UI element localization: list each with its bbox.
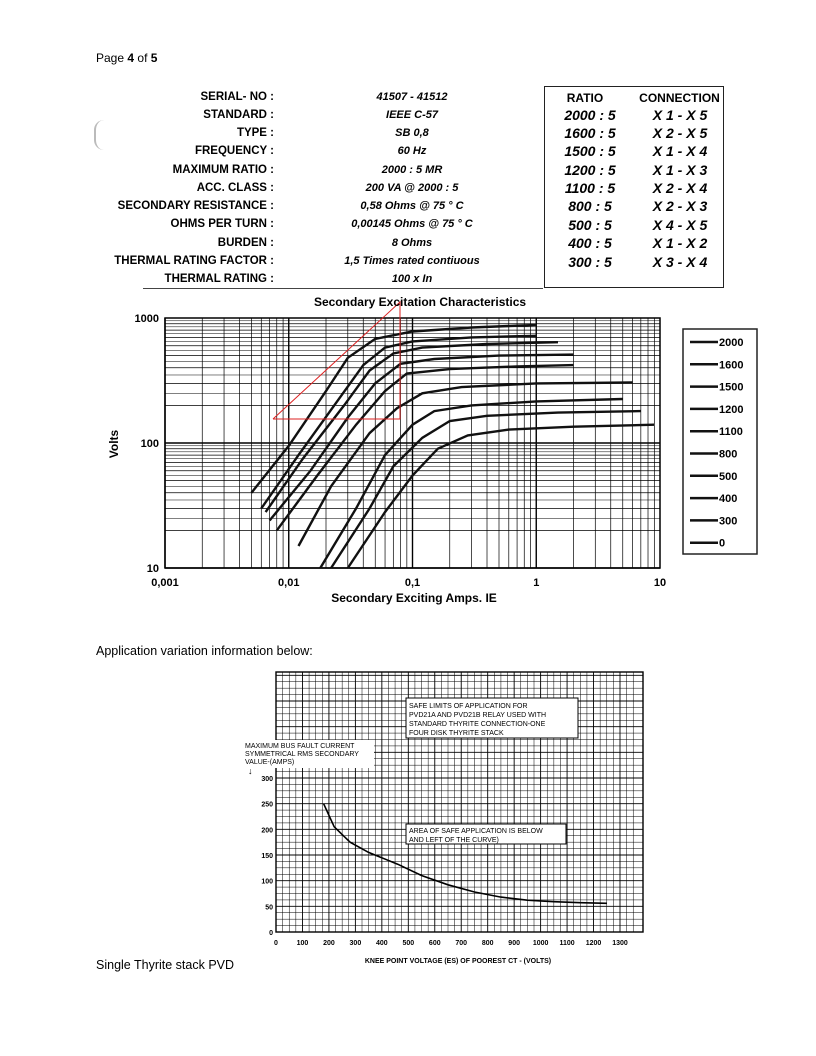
pvd-area-line: AREA OF SAFE APPLICATION IS BELOW bbox=[409, 828, 543, 835]
pvd-x-tick: 1200 bbox=[585, 940, 602, 947]
spec-value: 41507 - 41512 bbox=[376, 91, 448, 103]
connection-cell: X 4 - X 5 bbox=[652, 217, 708, 233]
spec-label: ACC. CLASS : bbox=[196, 182, 274, 194]
pvd-x-tick: 1000 bbox=[532, 940, 549, 947]
spec-label: MAXIMUM RATIO : bbox=[172, 164, 274, 176]
spec-label: TYPE : bbox=[236, 127, 274, 139]
y-tick-label: 1000 bbox=[134, 313, 159, 325]
pvd-safe-curve bbox=[324, 804, 607, 904]
connection-cell: X 1 - X 2 bbox=[652, 235, 708, 251]
connection-header: CONNECTION bbox=[639, 91, 720, 105]
pvd-x-tick: 600 bbox=[428, 940, 441, 947]
pvd-y-tick: 250 bbox=[261, 801, 273, 809]
pvd-x-tick: 800 bbox=[481, 940, 494, 947]
pvd-y-tick: 300 bbox=[261, 776, 273, 783]
pvd-x-tick: 400 bbox=[376, 940, 388, 947]
pvd-y-tick: 50 bbox=[265, 904, 273, 912]
ratio-cell: 2000 : 5 bbox=[564, 107, 616, 123]
connection-cell: X 2 - X 5 bbox=[652, 125, 708, 141]
spec-value: 200 VA @ 2000 : 5 bbox=[365, 182, 459, 194]
legend-label-0: 0 bbox=[719, 537, 726, 550]
excitation-ylabel: Volts bbox=[107, 429, 121, 459]
legend-label-1100: 1100 bbox=[719, 426, 743, 439]
ratio-cell: 500 : 5 bbox=[568, 217, 612, 233]
connection-cell: X 1 - X 4 bbox=[652, 143, 708, 159]
spec-value: 0,58 Ohms @ 75 ° C bbox=[360, 200, 464, 212]
excitation-xlabel: Secondary Exciting Amps. IE bbox=[331, 591, 497, 605]
ratio-cell: 300 : 5 bbox=[568, 254, 612, 270]
pvd-x-tick: 300 bbox=[349, 940, 362, 947]
pvd-x-tick: 0 bbox=[274, 940, 278, 947]
spec-value: 8 Ohms bbox=[391, 237, 433, 249]
pvd-note-line: SAFE LIMITS OF APPLICATION FOR bbox=[409, 703, 528, 710]
spec-value: IEEE C-57 bbox=[386, 109, 438, 121]
legend-label-1200: 1200 bbox=[719, 403, 744, 416]
pvd-x-tick: 500 bbox=[402, 940, 415, 947]
pvd-x-tick: 900 bbox=[508, 940, 520, 947]
y-tick-label: 100 bbox=[140, 438, 159, 450]
legend-label-500: 500 bbox=[719, 470, 738, 483]
excitation-grid bbox=[165, 318, 660, 568]
connection-cell: X 1 - X 3 bbox=[652, 162, 708, 178]
spec-label: THERMAL RATING : bbox=[164, 273, 274, 285]
pvd-ylabel-line: MAXIMUM BUS FAULT CURRENT bbox=[245, 743, 355, 750]
excitation-title: Secondary Excitation Characteristics bbox=[313, 295, 527, 309]
excitation-curve-400 bbox=[331, 411, 641, 568]
x-tick-label: 0,1 bbox=[404, 577, 421, 589]
spec-label: OHMS PER TURN : bbox=[170, 218, 274, 230]
x-tick-label: 0,001 bbox=[151, 577, 179, 589]
ratio-header: RATIO bbox=[566, 91, 604, 105]
page-current: 4 bbox=[127, 51, 135, 65]
legend-label-400: 400 bbox=[719, 493, 738, 506]
spec-label: THERMAL RATING FACTOR : bbox=[114, 255, 274, 267]
pvd-chart bbox=[0, 660, 816, 980]
spec-value: 60 Hz bbox=[397, 145, 427, 157]
x-tick-label: 10 bbox=[653, 577, 667, 589]
pvd-y-tick: 150 bbox=[261, 853, 273, 860]
pvd-x-tick: 1100 bbox=[559, 940, 575, 947]
pvd-note-line: PVD21A AND PVD21B RELAY USED WITH bbox=[409, 712, 547, 719]
pvd-x-tick: 700 bbox=[455, 940, 468, 947]
connection-cell: X 2 - X 3 bbox=[652, 198, 708, 214]
pvd-y-tick: 0 bbox=[269, 930, 273, 937]
ratio-cell: 1100 : 5 bbox=[564, 180, 616, 196]
ratio-cell: 800 : 5 bbox=[568, 198, 612, 214]
x-tick-label: 1 bbox=[533, 577, 540, 589]
connection-cell: X 1 - X 5 bbox=[652, 107, 708, 123]
spec-value: 0,00145 Ohms @ 75 ° C bbox=[351, 218, 473, 230]
legend-label-1500: 1500 bbox=[719, 381, 744, 394]
pvd-note-line: STANDARD THYRITE CONNECTION-ONE bbox=[409, 721, 546, 728]
page-total: 5 bbox=[150, 51, 158, 65]
pvd-y-tick: 100 bbox=[261, 878, 273, 886]
pvd-x-tick: 200 bbox=[323, 940, 335, 947]
legend-label-300: 300 bbox=[719, 515, 738, 528]
pvd-area-line: AND LEFT OF THE CURVE) bbox=[409, 837, 499, 844]
spec-value: 2000 : 5 MR bbox=[381, 164, 443, 176]
spec-label: SECONDARY RESISTANCE : bbox=[117, 200, 274, 212]
x-tick-label: 0,01 bbox=[278, 577, 300, 589]
application-caption: Application variation information below: bbox=[96, 644, 313, 658]
legend-label-2000: 2000 bbox=[719, 337, 744, 349]
pvd-ylabel-line: VALUE-(AMPS) bbox=[245, 759, 295, 766]
single-caption: Single Thyrite stack PVD bbox=[96, 958, 235, 972]
legend-label-1600: 1600 bbox=[719, 359, 744, 372]
spec-label: STANDARD : bbox=[203, 109, 274, 121]
pvd-note-line: FOUR DISK THYRITE STACK bbox=[409, 730, 504, 737]
arrow-down-icon: ↓ bbox=[248, 766, 253, 776]
connection-cell: X 2 - X 4 bbox=[652, 180, 708, 196]
spec-label: FREQUENCY : bbox=[194, 145, 274, 157]
pvd-x-tick: 1300 bbox=[612, 940, 628, 947]
pvd-y-tick: 200 bbox=[261, 827, 273, 835]
pvd-xlabel: KNEE POINT VOLTAGE (ES) OF POOREST CT - (VOLTS) bbox=[364, 958, 552, 965]
spec-label: SERIAL- NO : bbox=[200, 91, 274, 103]
spec-value: 100 x In bbox=[391, 273, 433, 285]
spec-value: 1,5 Times rated contiuous bbox=[344, 255, 480, 267]
spec-value: SB 0,8 bbox=[395, 127, 429, 139]
page-number: Page 4 of 5 bbox=[96, 51, 158, 65]
ratio-cell: 1600 : 5 bbox=[564, 125, 616, 141]
legend-label-800: 800 bbox=[719, 448, 738, 461]
excitation-curve-1600 bbox=[261, 336, 536, 509]
pvd-x-tick: 100 bbox=[296, 940, 309, 947]
spec-label: BURDEN : bbox=[217, 237, 274, 249]
ratio-cell: 400 : 5 bbox=[568, 235, 612, 251]
connection-cell: X 3 - X 4 bbox=[652, 254, 708, 270]
y-tick-label: 10 bbox=[146, 563, 159, 575]
ratio-cell: 1500 : 5 bbox=[564, 143, 616, 159]
pvd-ylabel-line: SYMMETRICAL RMS SECONDARY bbox=[245, 751, 359, 758]
ratio-cell: 1200 : 5 bbox=[564, 162, 616, 178]
